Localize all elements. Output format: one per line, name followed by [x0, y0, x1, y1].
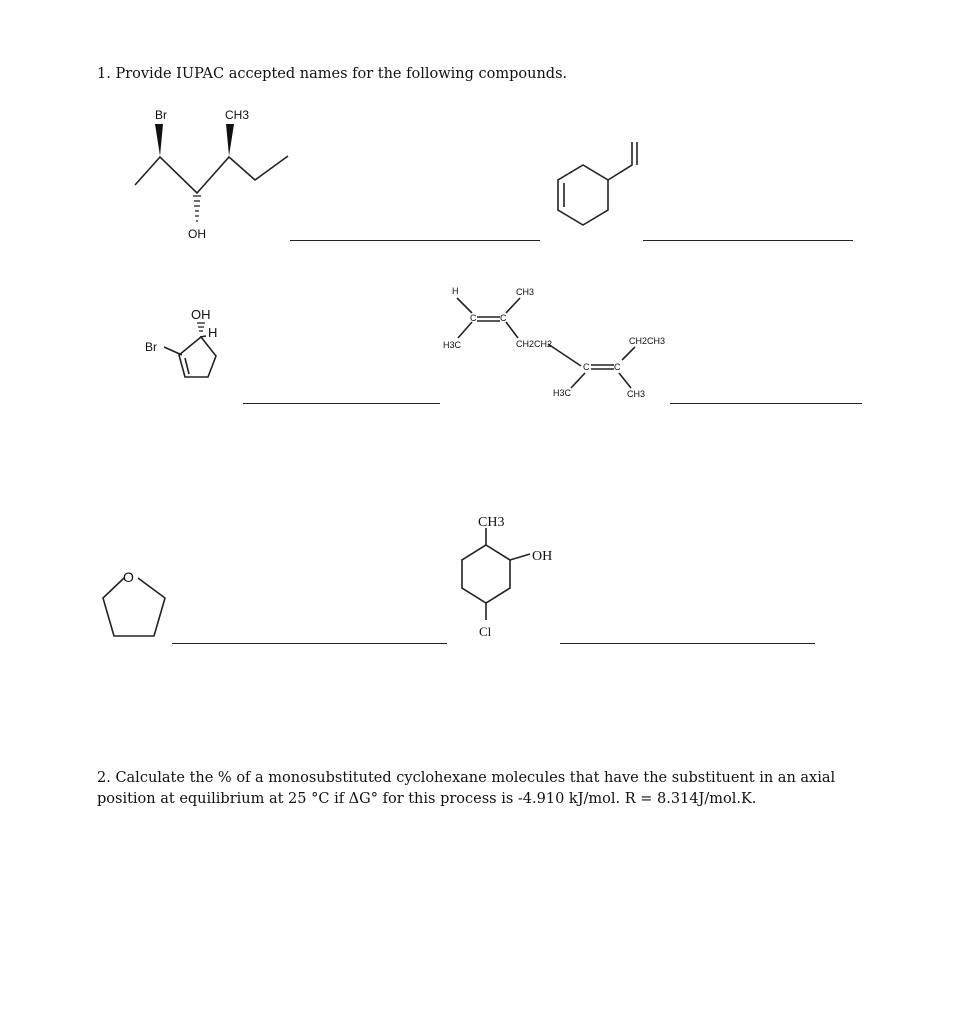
compound-4-structure — [430, 280, 700, 405]
c4-h-label: H — [452, 286, 459, 296]
c3-br-label: Br — [145, 340, 157, 354]
c3-h-label: H — [208, 325, 218, 340]
c4-ch3-top-label: CH3 — [516, 287, 535, 297]
c4-c2-label: C — [500, 313, 507, 323]
answer-line-4[interactable] — [670, 403, 862, 404]
c1-br-label: Br — [155, 108, 167, 122]
c1-ch3-label: CH3 — [225, 108, 250, 122]
answer-line-5[interactable] — [172, 643, 447, 644]
compound-6-structure — [448, 505, 568, 645]
c6-cl-label: Cl — [479, 624, 492, 639]
answer-line-3[interactable] — [243, 403, 440, 404]
question-2-prompt: 2. Calculate the % of a monosubstituted cyclohexane molecules that have the substituent in an axial position at equilibrium at 25 °C if ΔG° for this process is -4.910 kJ/mol. R = 8.314J/mol.K. — [97, 770, 836, 807]
compound-1-structure — [125, 100, 300, 245]
c1-oh-label: OH — [188, 227, 206, 241]
c3-oh-label: OH — [191, 307, 211, 322]
c4-h3c-left-label: H3C — [443, 340, 462, 350]
c4-ch3-low-label: CH3 — [627, 389, 646, 399]
c4-h3c-low-label: H3C — [553, 388, 572, 398]
c4-ch2ch2-label: CH2CH2 — [516, 339, 553, 349]
compound-5-structure — [95, 560, 175, 645]
answer-line-1[interactable] — [290, 240, 540, 241]
c5-o-label: O — [123, 569, 134, 585]
c6-oh-label: OH — [532, 549, 553, 564]
c4-ch2ch3-label: CH2CH3 — [629, 336, 666, 346]
compound-2-structure — [545, 135, 655, 240]
question-1-prompt: 1. Provide IUPAC accepted names for the following compounds. — [97, 66, 568, 82]
answer-line-6[interactable] — [560, 643, 815, 644]
compound-3-structure — [140, 300, 240, 390]
c4-c4-label: C — [614, 362, 621, 372]
c4-c1-label: C — [470, 313, 477, 323]
answer-line-2[interactable] — [643, 240, 853, 241]
c6-ch3-label: CH3 — [478, 515, 505, 530]
c4-c3-label: C — [583, 362, 590, 372]
